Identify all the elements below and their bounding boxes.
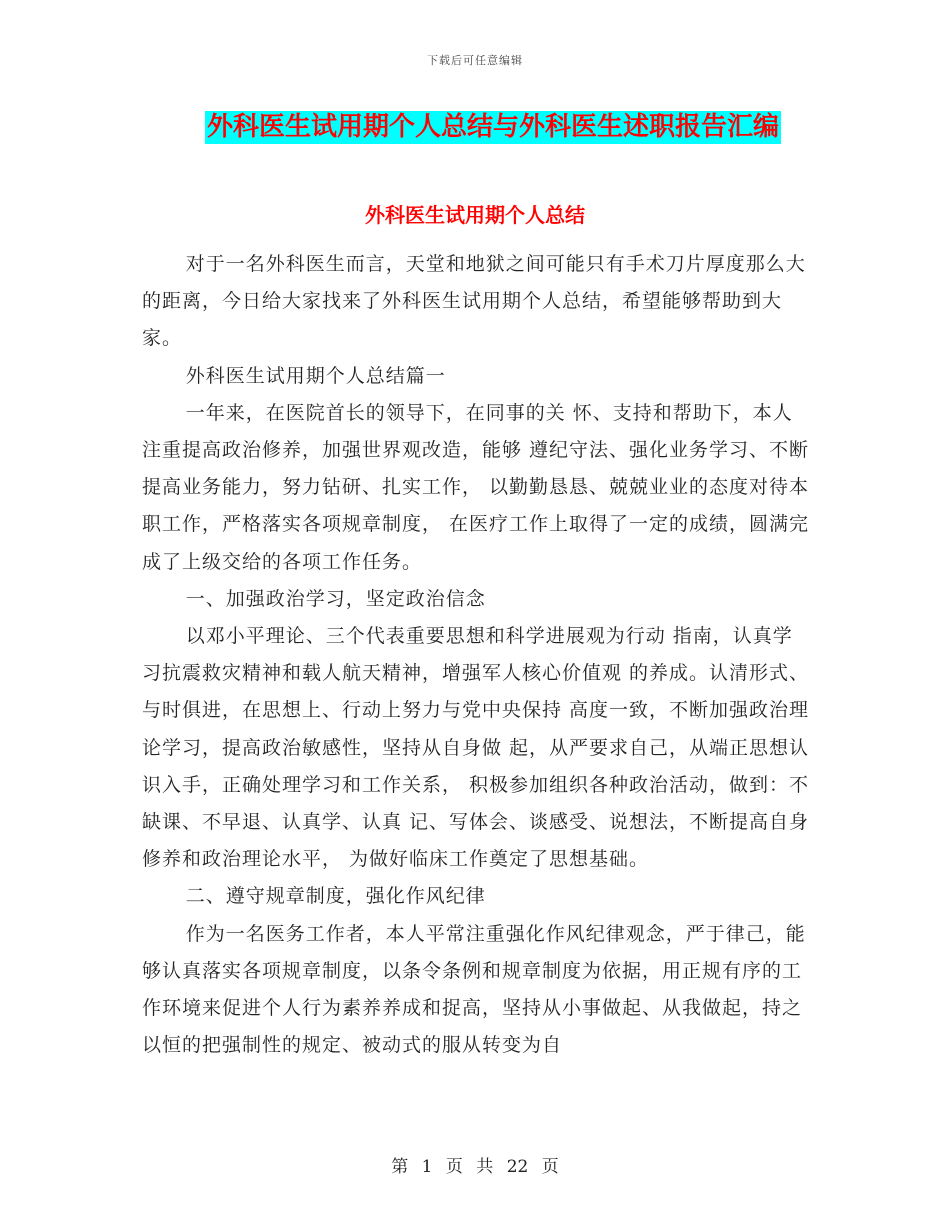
page-footer: 第 1 页 共 22 页 (391, 1157, 559, 1177)
document-title: 外科医生试用期个人总结与外科医生述职报告汇编 (207, 112, 780, 142)
paragraph-subheading: 外科医生试用期个人总结篇一 (185, 364, 446, 387)
body-text (142, 246, 812, 1064)
paragraph-politics: 以邓小平理论、三个代表重要思想和科学进展观为行动 指南，认真学习抗震救灾精神和载人航天精神，增强军人核心价值观 的养成。认清形式、与时俱进，在思想上、行动上努力与党中央保持 高度一致，不断加强政治理论学习，提高政治敏感性，坚持从自身做 起，从严要求自己，从端正思想认识入手，正确处理学习和工作关系， 积极参加组织各种政治活动，做到：不缺课、不早退、认真学、认真 记、写体会、谈感受、说想法，不断提高自身修养和政治理论水平， 为做好临床工作奠定了思想基础。 (142, 625, 810, 871)
paragraph-heading-2: 二、遵守规章制度，强化作风纪律 (185, 885, 486, 908)
paragraph-overview: 一年来，在医院首长的领导下，在同事的关 怀、支持和帮助下，本人注重提高政治修养，加强世界观改造，能够 遵纪守法、强化业务学习、不断提高业务能力，努力钻研、扎实工作， 以勤勤恳恳、兢兢业业的态度对待本职工作，严格落实各项规章制度， 在医疗工作上取得了一定的成绩，圆满完成了上级交给的各项工作任务。 (142, 401, 810, 573)
paragraph-intro: 对于一名外科医生而言，天堂和地狱之间可能只有手术刀片厚度那么大的距离，今日给大家找来了外科医生试用期个人总结，希望能够帮助到大家。 (142, 253, 806, 350)
paragraph-heading-1: 一、加强政治学习，坚定政治信念 (185, 587, 486, 610)
paragraph-discipline: 作为一名医务工作者，本人平常注重强化作风纪律观念，严于律己，能够认真落实各项规章制度，以条令条例和规章制度为依据，用正规有序的工作环境来促进个人行为素养养成和捉高，坚持从小事做起、从我做起，持之以恒的把强制性的规定、被动式的服从转变为自 (142, 922, 806, 1057)
header-note: 下载后可任意编辑 (427, 54, 523, 67)
section-title: 外科医生试用期个人总结 (365, 203, 585, 227)
